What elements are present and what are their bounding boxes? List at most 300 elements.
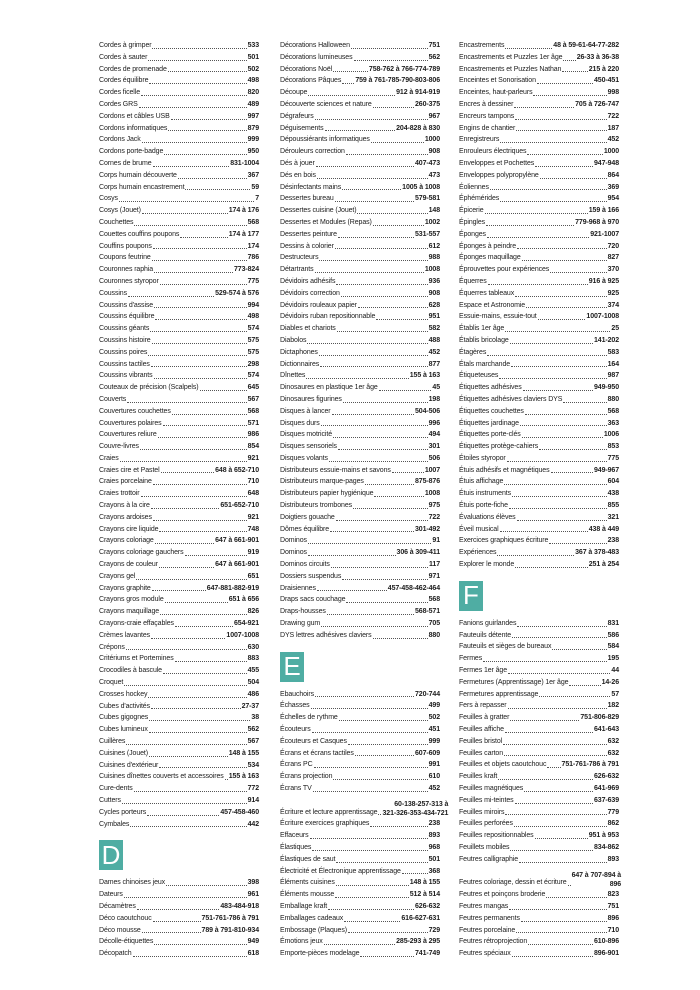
index-entry-cubes-gigognes [99, 712, 259, 724]
dot-leader [178, 178, 247, 179]
dot-leader [517, 626, 606, 627]
entry-pages: 729 [428, 926, 440, 934]
entry-pages: 455 [247, 667, 259, 675]
entry-pages: 451 [428, 726, 440, 734]
entry-pages: 604 [607, 478, 619, 486]
dot-leader [315, 119, 428, 120]
dot-leader [500, 531, 588, 532]
dot-leader [551, 472, 594, 473]
index-entry-engins-de-chantier [459, 123, 619, 135]
entry-pages: 285-293 à 295 [396, 938, 440, 946]
entry-pages: 831 [607, 619, 619, 627]
dot-leader [128, 296, 214, 297]
entry-term: Élastiques de saut [280, 855, 336, 863]
index-entry-ecouteurs-et-casques [280, 736, 440, 748]
index-entry-des-en-bois [280, 170, 440, 182]
dot-leader [549, 543, 606, 544]
entry-term: Déguisements [280, 124, 324, 132]
dot-leader [163, 673, 247, 674]
dot-leader [538, 319, 586, 320]
entry-pages: 710 [247, 478, 259, 486]
entry-term: Écriture exercices graphiques [280, 820, 370, 828]
index-entry-elements-mousse [280, 889, 440, 901]
entry-term: Écouteurs [280, 726, 311, 734]
dot-leader [149, 83, 246, 84]
dot-leader [315, 696, 414, 697]
entry-term: Dessertes peinture [280, 230, 337, 238]
dot-leader [507, 461, 607, 462]
entry-pages: 612 [428, 242, 440, 250]
entry-pages: 117 [429, 561, 440, 569]
dot-leader [497, 555, 574, 556]
entry-pages: 951 à 953 [588, 832, 619, 840]
entry-term: Crayons maquillage [99, 608, 160, 616]
dot-leader [522, 260, 607, 261]
entry-pages: 450-451 [594, 77, 619, 85]
index-entry-dames-chinoises-jeux [99, 877, 259, 889]
dot-leader [512, 637, 607, 638]
dot-leader [329, 461, 428, 462]
index-entry-feuilles-miroirs [459, 807, 619, 819]
entry-term: Étiquettes porte-clés [459, 431, 521, 439]
entry-term: Crayons à la cire [99, 502, 150, 510]
entry-pages: 751 [607, 902, 619, 910]
entry-pages: 568 [247, 218, 259, 226]
index-entry-etiquettes-jardinage [459, 418, 619, 430]
entry-pages: 896-901 [594, 950, 619, 958]
dot-leader [379, 390, 432, 391]
entry-term: Cosys [99, 195, 118, 203]
entry-term: Dévidoirs correction [280, 289, 340, 297]
entry-term: Cuisines dînettes couverts et accessoires [99, 773, 224, 781]
dot-leader [348, 932, 428, 933]
entry-pages: 949 [247, 938, 259, 946]
index-entry-cordes-de-promenade [99, 64, 259, 76]
entry-term: Dérouleurs correction [280, 148, 345, 156]
index-entry-dys-lettres-adhesives-claviers [280, 630, 440, 642]
entry-term: Cordes à grimper [99, 42, 152, 49]
index-entry-diables-et-chariots [280, 323, 440, 335]
index-entry-elements-cuisines [280, 877, 440, 889]
dot-leader [137, 909, 220, 910]
entry-pages: 880 [607, 395, 619, 403]
dot-leader [523, 390, 593, 391]
dot-leader [130, 826, 246, 827]
dot-leader [358, 307, 428, 308]
entry-term: Couvertures reliure [99, 431, 157, 439]
entry-pages: 204-828 à 830 [396, 124, 440, 132]
dot-leader [514, 107, 574, 108]
dot-leader [336, 284, 427, 285]
index-entry-cosys-jouet [99, 205, 259, 217]
dot-leader [351, 48, 428, 49]
index-entry-feutres-mangas [459, 901, 619, 913]
index-entry-couvertures-polaires [99, 418, 259, 430]
index-entry-devidoirs-rouleaux-papier [280, 300, 440, 312]
dot-leader [510, 720, 579, 721]
entry-pages: 988 [428, 254, 440, 262]
index-entry-couvertures-reliure [99, 429, 259, 441]
entry-pages: 610-896 [594, 938, 619, 946]
dot-leader [320, 366, 427, 367]
index-entry-fermes-1er-age [459, 665, 619, 677]
index-entry-enrouleurs-electriques [459, 146, 619, 158]
index-entry-embossage-plaques [280, 925, 440, 937]
dot-leader [124, 897, 247, 898]
entry-term: Crayons graphite [99, 584, 151, 592]
entry-pages: 751-806-829 [580, 714, 619, 722]
dot-leader [319, 355, 428, 356]
index-entry-cymbales [99, 819, 259, 831]
entry-pages: 586 [607, 631, 619, 639]
index-entry-couronnes-styropor [99, 276, 259, 288]
entry-term: Draps-housses [280, 608, 326, 616]
entry-pages: 567 [247, 738, 259, 746]
entry-term: Coussins vibrants [99, 372, 153, 380]
entry-term: Dévidoirs adhésifs [280, 277, 336, 285]
entry-pages: 710 [607, 926, 619, 934]
index-entry-feuilles-mi-teintes [459, 795, 619, 807]
entry-pages: 919 [247, 549, 259, 557]
dot-leader [365, 484, 414, 485]
index-entry-dominos [280, 535, 440, 547]
index-entry-crayons-ardoises [99, 512, 259, 524]
entry-term: Crayons coloriage [99, 537, 154, 545]
entry-term: Dés en bois [280, 171, 316, 179]
entry-term: Fauteuils et sièges de bureaux [459, 643, 552, 651]
entry-term: Décorations Pâques [280, 77, 342, 85]
entry-pages: 759 à 761-785-790-803-806 [355, 77, 440, 85]
index-entry-encres-a-dessiner [459, 99, 619, 111]
index-entry-coussins-tactiles [99, 359, 259, 371]
index-entry-disques-volants [280, 453, 440, 465]
entry-term: Diables et chariots [280, 325, 336, 333]
entry-pages: 855 [607, 502, 619, 510]
entry-pages: 195 [607, 655, 619, 663]
entry-pages: 91 [432, 537, 440, 545]
dot-leader [522, 437, 603, 438]
entry-pages: 883 [247, 655, 259, 663]
index-entry-distributeurs-essuie-mains-et-savons [280, 465, 440, 477]
entry-term: Critériums et Portemines [99, 655, 174, 663]
entry-term: Encres à dessiner [459, 100, 514, 108]
entry-term: Enrouleurs électriques [459, 148, 527, 156]
dot-leader [335, 201, 414, 202]
entry-pages: 705 à 726-747 [575, 100, 619, 108]
dot-leader [360, 956, 414, 957]
entry-pages: 457-458-460 [220, 808, 259, 816]
entry-pages: 59 [251, 183, 259, 191]
index-entry-emballage-kraft [280, 901, 440, 913]
entry-term: Exercices graphiques écriture [459, 537, 549, 545]
index-entry-cure-dents [99, 783, 259, 795]
entry-pages: 779-968 à 970 [575, 218, 619, 226]
entry-term: Dévidoirs rouleaux papier [280, 301, 357, 309]
dot-leader [525, 414, 607, 415]
dot-leader [172, 414, 247, 415]
index-entry-disques-durs [280, 418, 440, 430]
entry-term: Décolle-étiquettes [99, 938, 154, 946]
entry-term: Fermetures apprentissage [459, 690, 539, 698]
index-entry-ephemerides [459, 193, 619, 205]
dot-leader [487, 355, 606, 356]
dot-leader [338, 449, 428, 450]
index-entry-desinfectants-mains [280, 182, 440, 194]
entry-term: Émotions jeux [280, 938, 323, 946]
dot-leader [517, 520, 607, 521]
index-entry-distributeurs-trombones [280, 500, 440, 512]
entry-term: Dégrafeurs [280, 112, 314, 120]
dot-leader [569, 685, 600, 686]
dot-leader [535, 166, 593, 167]
entry-term: Désinfectants mains [280, 183, 342, 191]
entry-pages: 501 [247, 53, 259, 61]
entry-term: Feuilles à gratter [459, 714, 510, 722]
dot-leader [325, 130, 396, 131]
entry-term: Couteaux de précision (Scalpels) [99, 384, 199, 392]
entry-term: Détartrants [280, 266, 314, 274]
entry-term: Écriture et lecture apprentissage [280, 808, 378, 816]
index-entry-enveloppes-et-pochettes [459, 158, 619, 170]
entry-pages: 950 [247, 148, 259, 156]
index-entry-crayons-a-la-cire [99, 500, 259, 512]
index-entry-deguisements [280, 123, 440, 135]
entry-term: Destructeurs [280, 254, 319, 262]
entry-term: Enceintes et Sonorisation [459, 77, 536, 85]
dot-leader [503, 744, 606, 745]
index-entry-cordes-a-grimper [99, 40, 259, 52]
entry-term: Dinosaures figurines [280, 395, 342, 403]
dot-leader [331, 567, 428, 568]
entry-pages: 148 à 155 [409, 879, 440, 887]
entry-pages: 641-969 [594, 785, 619, 793]
entry-pages: 775 [607, 454, 619, 462]
entry-term: Cuisines d'extérieur [99, 761, 159, 769]
index-entry-etageres [459, 347, 619, 359]
entry-term: Feutres rétroprojection [459, 938, 528, 946]
entry-pages: 1008 [424, 490, 440, 498]
index-entry-cuisines-dinettes-couverts-et-accessoire [99, 771, 259, 783]
entry-term: Craies [99, 454, 119, 462]
dot-leader [354, 60, 428, 61]
index-entry-drawing-gum [280, 618, 440, 630]
dot-leader [524, 791, 593, 792]
dot-leader [339, 720, 428, 721]
entry-term: Dominos [280, 549, 307, 557]
index-entry-couronnes-raphia [99, 264, 259, 276]
index-entry-feuilles-perforees [459, 818, 619, 830]
index-entry-feuilles-affiche [459, 724, 619, 736]
index-entry-decorations-noel [280, 64, 440, 76]
entry-pages: 187 [607, 124, 619, 132]
entry-term: Enceintes, haut-parleurs [459, 89, 533, 97]
dot-leader [171, 119, 247, 120]
entry-pages: 27-37 [241, 702, 259, 710]
index-entry-electricite-et-electronique-apprentissag [280, 866, 440, 878]
entry-pages: 568 [607, 407, 619, 415]
entry-term: Étals marchande [459, 360, 511, 368]
entry-pages: 632 [607, 749, 619, 757]
entry-pages: 1007-1008 [226, 631, 259, 639]
entry-term: Éléments cuisines [280, 879, 335, 887]
index-entry-eponges-a-peindre [459, 241, 619, 253]
entry-term: Distributeurs papier hygiénique [280, 490, 374, 498]
index-entry-cuisines-jouet [99, 748, 259, 760]
dot-leader [373, 225, 424, 226]
entry-term: Dictionnaires [280, 360, 320, 368]
entry-term: Coussins équilibre [99, 313, 155, 321]
entry-pages: 452 [428, 348, 440, 356]
index-entry-criteriums-et-portemines [99, 653, 259, 665]
index-entry-essuie-mains-essuie-tout [459, 311, 619, 323]
dot-leader [200, 390, 247, 391]
entry-term: Dessins à colorier [280, 242, 334, 250]
entry-pages: 48 à 59-61-64-77-282 [553, 42, 619, 49]
section-letter-d: D [99, 840, 123, 870]
index-entry-crayons-craie-effacables [99, 618, 259, 630]
entry-pages: 568 [247, 407, 259, 415]
index-entry-decoupe [280, 87, 440, 99]
index-entry-coussins-vibrants [99, 370, 259, 382]
dot-leader [563, 402, 606, 403]
entry-term: Élastiques [280, 844, 312, 851]
entry-term: Cubes d'activités [99, 702, 150, 710]
index-entry-etuis-affichage [459, 476, 619, 488]
entry-pages: 238 [607, 537, 619, 545]
entry-pages: 998 [607, 89, 619, 97]
entry-pages: 498 [247, 313, 259, 321]
dot-leader [185, 555, 247, 556]
entry-term: Établis 1er âge [459, 325, 505, 333]
entry-term: Distributeurs marque-pages [280, 478, 364, 486]
dot-leader [151, 508, 220, 509]
entry-pages: 442 [247, 820, 259, 828]
index-entry-feutres-porcelaine [459, 925, 619, 937]
dot-leader [152, 590, 206, 591]
index-entry-experiences [459, 547, 619, 559]
entry-term: Explorer le monde [459, 561, 515, 569]
index-entry-disques-a-lancer [280, 406, 440, 418]
entry-pages: 57 [611, 690, 619, 698]
entry-term: Épingles [459, 218, 486, 226]
entry-pages: 582 [428, 325, 440, 333]
dot-leader [500, 201, 606, 202]
dot-leader [317, 178, 428, 179]
dot-leader [153, 921, 201, 922]
index-entry-crayons-de-couleur [99, 559, 259, 571]
dot-leader [164, 154, 246, 155]
entry-term: Dominos circuits [280, 561, 330, 569]
entry-term: Cubes gigognes [99, 714, 149, 722]
entry-pages: 772 [247, 785, 259, 793]
index-entry-crayons-gros-module [99, 594, 259, 606]
entry-pages: 853 [607, 443, 619, 451]
entry-pages: 751 [428, 42, 440, 49]
index-entry-etiquettes-couchettes [459, 406, 619, 418]
entry-term: Fanions guirlandes [459, 619, 517, 627]
dot-leader [515, 567, 588, 568]
entry-pages: 1005 à 1008 [402, 183, 440, 191]
dot-leader [504, 484, 606, 485]
entry-term: Disques durs [280, 419, 320, 427]
entry-pages: 367 [247, 171, 259, 179]
entry-pages: 182 [607, 702, 619, 710]
dot-leader [163, 425, 247, 426]
dot-leader [151, 638, 225, 639]
entry-pages: 583 [607, 348, 619, 356]
index-entry-etals-marchande [459, 359, 619, 371]
entry-pages: 893 [428, 832, 440, 840]
index-entry-cuilleres [99, 736, 259, 748]
entry-pages: 579-581 [415, 195, 440, 203]
index-entry-equerres-tableaux [459, 288, 619, 300]
index-entry-draps-housses [280, 606, 440, 618]
index-entry-feutres-retroprojection [459, 936, 619, 948]
dot-leader [333, 437, 428, 438]
entry-term: Éponges à peindre [459, 242, 517, 250]
entry-pages: 875-876 [415, 478, 440, 486]
entry-pages: 301-492 [415, 525, 440, 533]
entry-term: Feuilles affiche [459, 726, 504, 734]
index-entry-cosys [99, 193, 259, 205]
entry-pages: 647 à 661-901 [215, 537, 259, 545]
dot-leader [316, 166, 414, 167]
entry-term: Feutres spéciaux [459, 950, 511, 958]
index-entry-disques-sensoriels [280, 441, 440, 453]
index-entry-couvre-livres [99, 441, 259, 453]
entry-term: Couchettes [99, 218, 134, 226]
index-entry-cubes-lumineux [99, 724, 259, 736]
dot-leader [563, 60, 575, 61]
entry-term: Espace et Astronomie [459, 301, 526, 309]
entry-pages: 914 [247, 797, 259, 804]
entry-term: Embossage (Plaques) [280, 926, 347, 934]
entry-pages: 820 [247, 89, 259, 97]
index-entry-eponges-maquillage [459, 252, 619, 264]
entry-pages: 174 [247, 242, 259, 250]
entry-term: Feuilles kraft [459, 773, 498, 781]
index-entry-etoiles-styropor [459, 453, 619, 465]
entry-term: Fermes 1er âge [459, 667, 508, 675]
dot-leader [153, 166, 230, 167]
entry-pages: 949-967 [594, 466, 619, 474]
entry-term: Étoiles styropor [459, 454, 506, 462]
entry-term: Feuilles magnétiques [459, 785, 524, 793]
entry-term: Électricité et Électronique apprentissage [280, 867, 401, 875]
dot-leader [185, 189, 250, 190]
entry-pages: 908 [428, 289, 440, 297]
index-entry-draisiennes [280, 583, 440, 595]
index-entry-coussins-equilibre [99, 311, 259, 323]
entry-term: Écrans projection [280, 773, 333, 781]
index-entry-encastrements-et-puzzles-1er-age [459, 52, 619, 64]
entry-term: Étiquettes jardinage [459, 419, 519, 427]
entry-term: Étiquettes adhésives [459, 384, 522, 392]
entry-term: Doigtiers gouache [280, 513, 335, 521]
entry-pages: 502 [428, 714, 440, 722]
dot-leader [528, 944, 593, 945]
index-entry-feutres-calligraphie [459, 854, 619, 866]
entry-term: Équerres tableaux [459, 289, 515, 297]
dot-leader [148, 355, 246, 356]
entry-pages: 148 à 155 [228, 749, 259, 757]
entry-pages: 823 [607, 891, 619, 899]
entry-pages: 574 [247, 372, 259, 380]
entry-term: Craies porcelaine [99, 478, 152, 486]
index-entry-dictaphones [280, 347, 440, 359]
index-entry-fanions-guirlandes [459, 618, 619, 630]
index-entry-craies-porcelaine [99, 476, 259, 488]
